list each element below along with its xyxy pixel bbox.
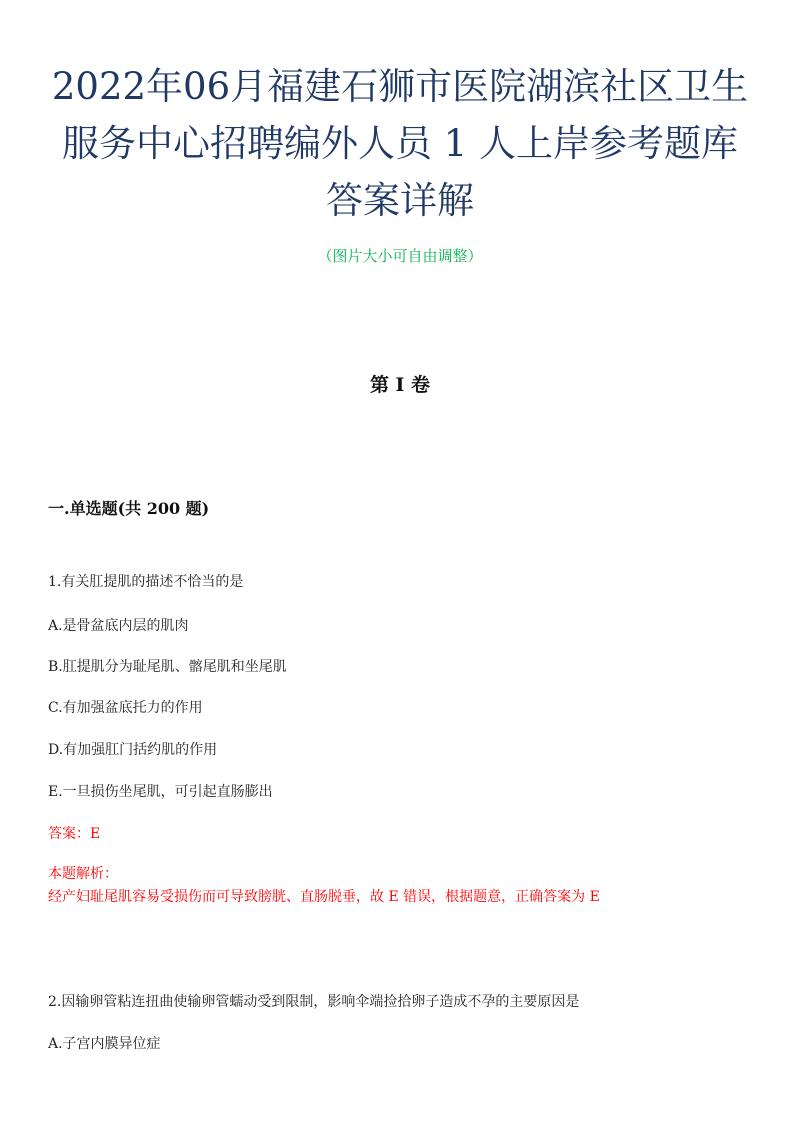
- image-size-note: （图片大小可自由调整）: [317, 247, 483, 265]
- question-1-analysis-label: 本题解析：: [48, 866, 118, 882]
- question-1-option-b: B.肛提肌分为耻尾肌、髂尾肌和坐尾肌: [48, 659, 287, 675]
- question-1-option-a: A.是骨盆底内层的肌肉: [48, 618, 189, 634]
- question-1-option-e: E.一旦损伤坐尾肌，可引起直肠膨出: [48, 784, 273, 800]
- volume-heading: 第 I 卷: [369, 374, 431, 396]
- question-1-analysis-text: 经产妇耻尾肌容易受损伤而可导致膀胱、直肠脱垂，故 E 错误，根据题意，正确答案为 E: [48, 889, 600, 905]
- title-line-3: 答案详解: [326, 179, 474, 222]
- question-2-stem: 2.因输卵管粘连扭曲使输卵管蠕动受到限制，影响伞端捡拾卵子造成不孕的主要原因是: [48, 994, 580, 1010]
- document-title: [40, 58, 760, 229]
- question-2-option-a: A.子宫内膜异位症: [48, 1036, 161, 1052]
- title-line-2: 服务中心招聘编外人员 1 人上岸参考题库: [61, 122, 739, 165]
- question-1-option-d: D.有加强肛门括约肌的作用: [48, 742, 218, 758]
- section-heading: 一.单选题(共 200 题): [48, 499, 210, 518]
- question-1-option-c: C.有加强盆底托力的作用: [48, 700, 203, 716]
- question-1-stem: 1.有关肛提肌的描述不恰当的是: [48, 574, 244, 590]
- title-line-1: 2022年06月福建石狮市医院湖滨社区卫生: [51, 65, 749, 108]
- question-1-answer: 答案：E: [48, 826, 101, 842]
